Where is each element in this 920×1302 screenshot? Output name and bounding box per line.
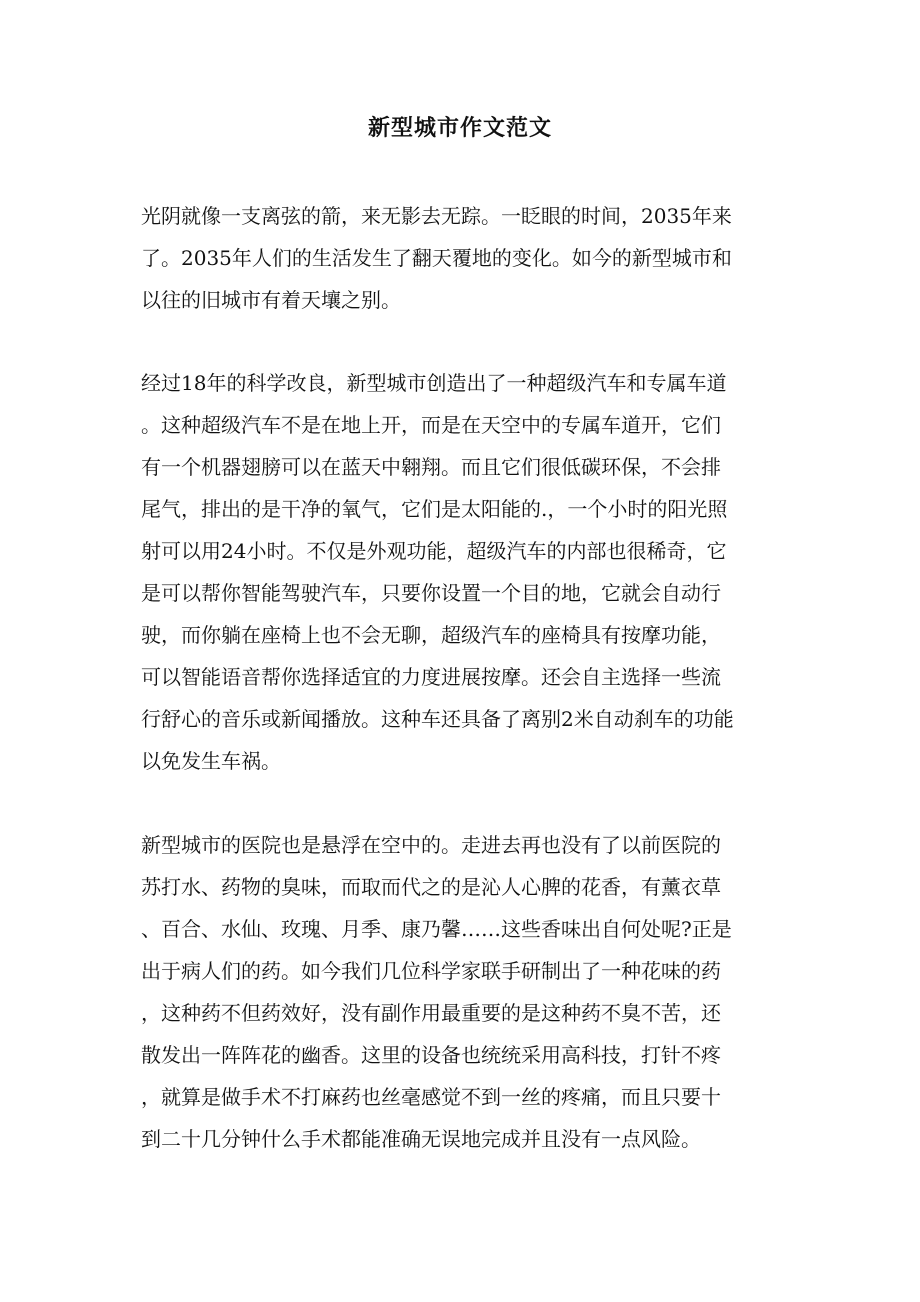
paragraph-line: 散发出一阵阵花的幽香。这里的设备也统统采用高科技，打针不疼 [141, 1043, 721, 1067]
paragraph-line: 。这种超级汽车不是在地上开，而是在天空中的专属车道开，它们 [141, 413, 721, 437]
paragraph-line: 驶，而你躺在座椅上也不会无聊，超级汽车的座椅具有按摩功能， [141, 623, 721, 647]
paragraph-line: 经过18年的科学改良，新型城市创造出了一种超级汽车和专属车道 [141, 371, 727, 395]
paragraph-line: 出于病人们的药。如今我们几位科学家联手研制出了一种花味的药 [141, 959, 721, 983]
paragraph-line: ，这种药不但药效好，没有副作用最重要的是这种药不臭不苦，还 [141, 1001, 721, 1025]
paragraph-line: ，就算是做手术不打麻药也丝毫感觉不到一丝的疼痛，而且只要十 [141, 1085, 721, 1109]
paragraph-line: 、百合、水仙、玫瑰、月季、康乃馨……这些香味出自何处呢?正是 [141, 917, 732, 941]
paragraph-line: 苏打水、药物的臭味，而取而代之的是沁人心脾的花香，有薰衣草 [141, 875, 721, 899]
paragraph-line: 了。2035年人们的生活发生了翻天覆地的变化。如今的新型城市和 [141, 246, 732, 270]
paragraph-line: 是可以帮你智能驾驶汽车，只要你设置一个目的地，它就会自动行 [141, 581, 721, 605]
paragraph-line: 行舒心的音乐或新闻播放。这种车还具备了离别2米自动刹车的功能 [141, 707, 734, 731]
paragraph-line: 射可以用24小时。不仅是外观功能，超级汽车的内部也很稀奇，它 [141, 539, 727, 563]
paragraph-line: 新型城市的医院也是悬浮在空中的。走进去再也没有了以前医院的 [141, 833, 721, 857]
paragraph-line: 光阴就像一支离弦的箭，来无影去无踪。一眨眼的时间，2035年来 [141, 204, 732, 228]
paragraph-line: 到二十几分钟什么手术都能准确无误地完成并且没有一点风险。 [141, 1127, 701, 1151]
paragraph-line: 可以智能语音帮你选择适宜的力度进展按摩。还会自主选择一些流 [141, 665, 721, 689]
document-title: 新型城市作文范文 [367, 115, 552, 141]
paragraph-line: 尾气，排出的是干净的氧气，它们是太阳能的.，一个小时的阳光照 [141, 497, 728, 521]
paragraph-line: 以往的旧城市有着天壤之别。 [141, 288, 401, 312]
paragraph-line: 以免发生车祸。 [141, 749, 281, 773]
paragraph-line: 有一个机器翅膀可以在蓝天中翱翔。而且它们很低碳环保，不会排 [141, 455, 721, 479]
